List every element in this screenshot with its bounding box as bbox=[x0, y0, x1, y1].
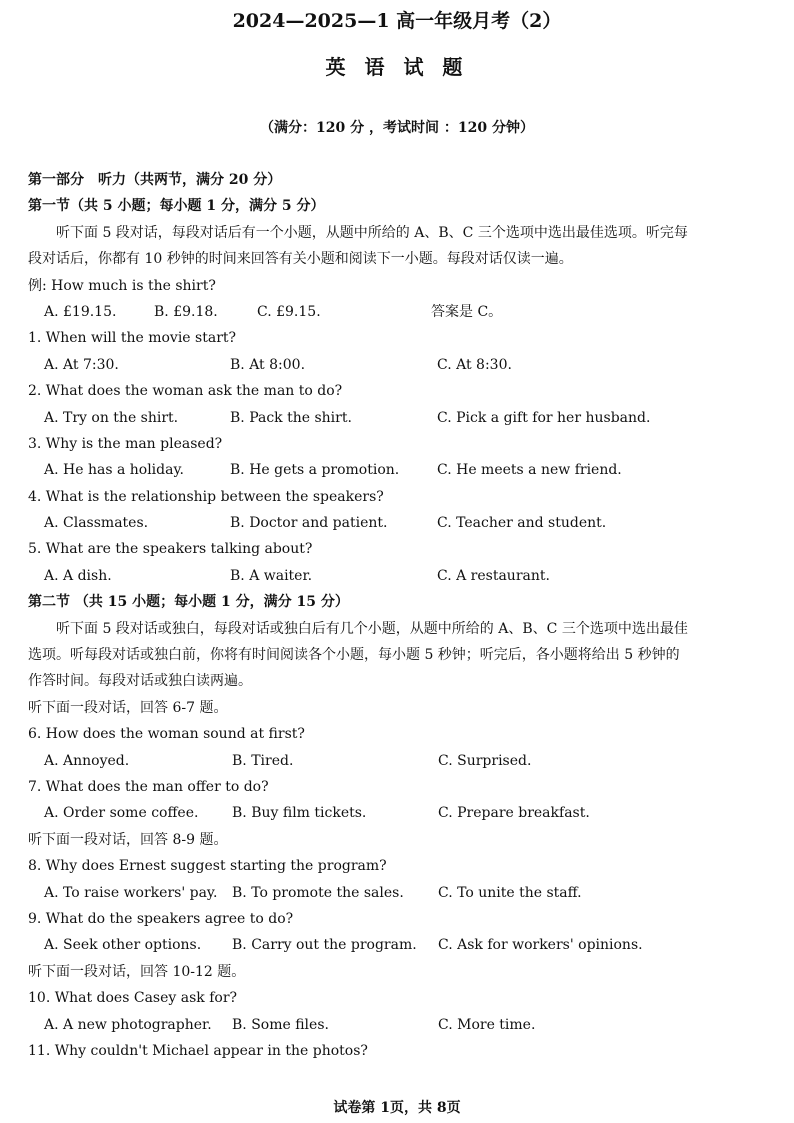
question-10-options bbox=[28, 1012, 768, 1038]
example-option-b: B. £9.18. bbox=[154, 303, 218, 320]
question-6-options bbox=[28, 748, 768, 774]
option-b: B. Some files. bbox=[232, 1016, 329, 1033]
part1-heading: 第一部分 听力（共两节，满分 20 分） bbox=[28, 172, 282, 188]
option-a: A. A new photographer. bbox=[44, 1016, 212, 1033]
option-a: A. Try on the shirt. bbox=[44, 409, 179, 426]
question-5-options bbox=[28, 563, 768, 589]
option-c: C. More time. bbox=[438, 1016, 536, 1033]
question-5: 5. What are the speakers talking about? bbox=[28, 541, 313, 558]
section1-heading: 第一节（共 5 小题；每小题 1 分，满分 5 分） bbox=[28, 198, 325, 215]
option-c: C. A restaurant. bbox=[437, 567, 550, 584]
option-b: B. A waiter. bbox=[230, 567, 313, 584]
option-b: B. To promote the sales. bbox=[232, 884, 404, 901]
question-8-options bbox=[28, 880, 768, 906]
option-c: C. He meets a new friend. bbox=[437, 462, 622, 479]
group-instruction: 听下面一段对话，回答 10-12 题。 bbox=[28, 963, 246, 980]
question-8: 8. Why does Ernest suggest starting the program? bbox=[28, 858, 387, 875]
question-4-options bbox=[28, 510, 768, 536]
exam-title: 2024—2025—1 高一年级月考（2） bbox=[232, 10, 562, 32]
group-instruction: 听下面一段对话，回答 8-9 题。 bbox=[28, 831, 228, 848]
example-option-a: A. £19.15. bbox=[44, 303, 117, 320]
section2-instruction-line2: 选项。听每段对话或独白前，你将有时间阅读各个小题，每小题 5 秒钟；听完后，各小题将给出 5 秒钟的 bbox=[28, 647, 680, 664]
question-1-options bbox=[28, 352, 768, 378]
option-b: B. At 8:00. bbox=[230, 356, 306, 373]
question-4: 4. What is the relationship between the speakers? bbox=[28, 488, 384, 505]
exam-content bbox=[28, 167, 768, 1064]
option-c: C. Prepare breakfast. bbox=[438, 805, 590, 822]
option-b: B. Buy film tickets. bbox=[232, 805, 367, 822]
option-c: C. Teacher and student. bbox=[437, 515, 607, 532]
question-9-options bbox=[28, 932, 768, 958]
option-c: C. At 8:30. bbox=[437, 356, 512, 373]
exam-subject: 英 语 试 题 bbox=[325, 55, 469, 79]
question-3: 3. Why is the man pleased? bbox=[28, 435, 223, 452]
example-question: 例: How much is the shirt? bbox=[28, 277, 216, 294]
example-option-c: C. £9.15. bbox=[257, 303, 321, 320]
section2-heading: 第二节 （共 15 小题；每小题 1 分，满分 15 分） bbox=[28, 594, 349, 611]
section2-instruction-line1: 听下面 5 段对话或独白，每段对话或独白后有几个小题，从题中所给的 A、B、C 三个选项中选出最佳 bbox=[28, 620, 688, 637]
question-2-options bbox=[28, 405, 768, 431]
question-1: 1. When will the movie start? bbox=[28, 330, 237, 347]
example-options bbox=[28, 299, 768, 325]
page-footer: 试卷第 1页，共 8页 bbox=[333, 1100, 461, 1116]
option-c: C. To unite the staff. bbox=[438, 884, 582, 901]
option-b: B. Tired. bbox=[232, 752, 294, 769]
option-a: A. At 7:30. bbox=[44, 356, 119, 373]
option-a: A. To raise workers' pay. bbox=[44, 884, 218, 901]
option-c: C. Pick a gift for her husband. bbox=[437, 409, 651, 426]
question-2: 2. What does the woman ask the man to do? bbox=[28, 383, 343, 400]
question-7-options bbox=[28, 800, 768, 826]
example-answer: 答案是 C。 bbox=[431, 303, 503, 320]
option-a: A. A dish. bbox=[44, 567, 112, 584]
option-a: A. Classmates. bbox=[44, 515, 149, 532]
option-a: A. He has a holiday. bbox=[44, 462, 184, 479]
option-b: B. Carry out the program. bbox=[232, 937, 417, 954]
section1-instruction-line2: 段对话后，你都有 10 秒钟的时间来回答有关小题和阅读下一小题。每段对话仅读一遍。 bbox=[28, 251, 573, 268]
option-b: B. Doctor and patient. bbox=[230, 515, 388, 532]
option-c: C. Ask for workers' opinions. bbox=[438, 937, 643, 954]
option-a: A. Order some coffee. bbox=[44, 805, 199, 822]
question-11: 11. Why couldn't Michael appear in the photos? bbox=[28, 1042, 368, 1059]
section1-instruction-line1: 听下面 5 段对话，每段对话后有一个小题，从题中所给的 A、B、C 三个选项中选出最佳选项。听完每 bbox=[28, 224, 688, 241]
section2-instruction-line3: 作答时间。每段对话或独白读两遍。 bbox=[28, 673, 252, 690]
option-a: A. Seek other options. bbox=[44, 937, 202, 954]
question-7: 7. What does the man offer to do? bbox=[28, 778, 269, 795]
option-b: B. Pack the shirt. bbox=[230, 409, 352, 426]
group-instruction: 听下面一段对话，回答 6-7 题。 bbox=[28, 699, 228, 716]
question-9: 9. What do the speakers agree to do? bbox=[28, 910, 294, 927]
score-time-line: （满分：120 分 ，考试时间 ：120 分钟） bbox=[260, 120, 534, 136]
question-3-options bbox=[28, 457, 768, 483]
option-a: A. Annoyed. bbox=[44, 752, 130, 769]
question-10: 10. What does Casey ask for? bbox=[28, 990, 238, 1007]
option-c: C. Surprised. bbox=[438, 752, 532, 769]
option-b: B. He gets a promotion. bbox=[230, 462, 400, 479]
question-6: 6. How does the woman sound at first? bbox=[28, 726, 305, 743]
